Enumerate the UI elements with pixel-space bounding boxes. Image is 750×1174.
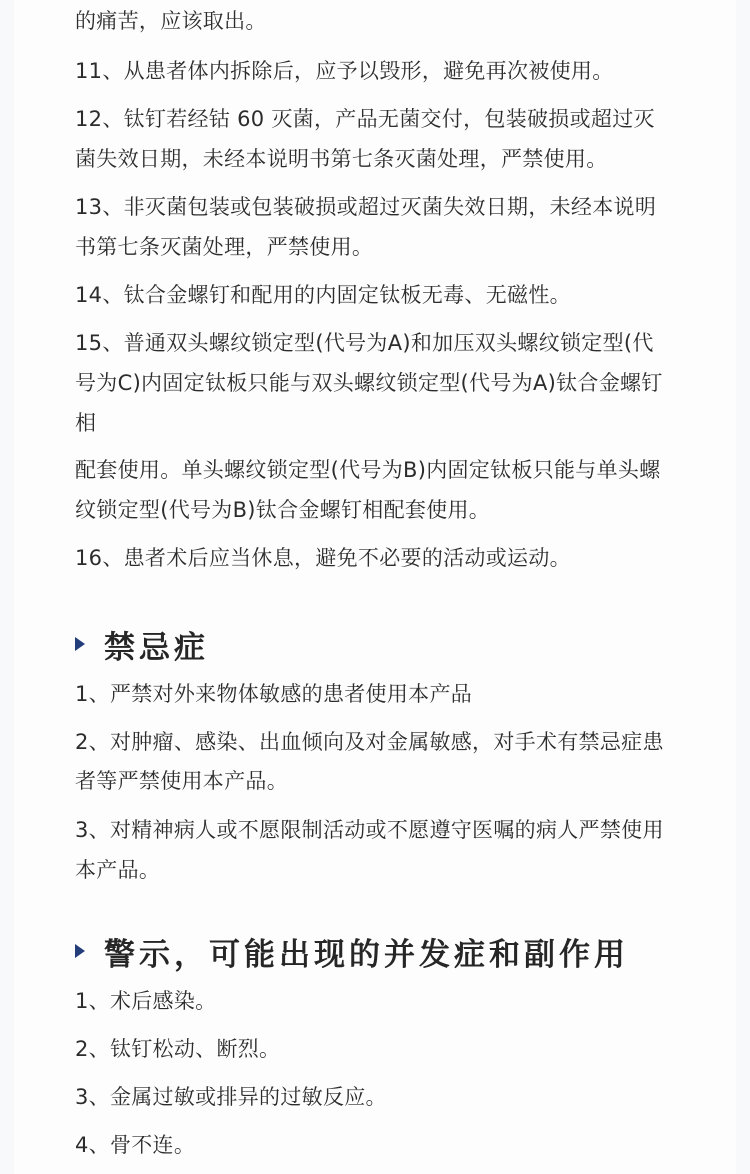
precaution-line: 13、非灭菌包装或包装破损或超过灭菌失效日期，未经本说明 <box>75 195 657 219</box>
contraindication-line: 者等严禁使用本产品。 <box>75 769 288 793</box>
precaution-line: 配套使用。单头螺纹锁定型(代号为B)内固定钛板只能与单头螺 <box>75 458 661 482</box>
precaution-line: 菌失效日期，未经本说明书第七条灭菌处理，严禁使用。 <box>75 147 608 171</box>
contraindication-line: 本产品。 <box>75 858 161 882</box>
section-title: 警示，可能出现的并发症和副作用 <box>104 936 629 973</box>
warning-line: 2、钛钉松动、断烈。 <box>75 1037 281 1061</box>
precaution-line: 12、钛钉若经钴 60 灭菌，产品无菌交付，包装破损或超过灭 <box>75 107 655 131</box>
triangle-bullet-icon <box>75 944 85 958</box>
warning-line: 1、术后感染。 <box>75 989 217 1013</box>
precaution-line: 相 <box>75 411 97 435</box>
precaution-line: 纹锁定型(代号为B)钛合金螺钉相配套使用。 <box>75 498 491 522</box>
contraindication-line: 3、对精神病人或不愿限制活动或不愿遵守医嘱的病人严禁使用 <box>75 818 664 842</box>
precaution-line: 14、钛合金螺钉和配用的内固定钛板无毒、无磁性。 <box>75 283 571 307</box>
document-card <box>14 0 736 1174</box>
precaution-line: 书第七条灭菌处理，严禁使用。 <box>75 235 374 259</box>
triangle-bullet-icon <box>75 637 85 651</box>
precaution-line: 的痛苦，应该取出。 <box>75 9 267 33</box>
precaution-line: 16、患者术后应当休息，避免不必要的活动或运动。 <box>75 546 571 570</box>
precaution-line: 11、从患者体内拆除后，应予以毁形，避免再次被使用。 <box>75 59 614 83</box>
warning-line: 4、骨不连。 <box>75 1133 196 1157</box>
warnings-heading <box>75 931 629 971</box>
section-title: 禁忌症 <box>104 629 209 666</box>
contraindication-line: 1、严禁对外来物体敏感的患者使用本产品 <box>75 682 473 706</box>
contraindication-line: 2、对肿瘤、感染、出血倾向及对金属敏感，对手术有禁忌症患 <box>75 730 664 754</box>
precaution-line: 号为C)内固定钛板只能与双头螺纹锁定型(代号为A)钛合金螺钉 <box>75 371 663 395</box>
contraindications-heading <box>75 624 209 664</box>
precaution-line: 15、普通双头螺纹锁定型(代号为A)和加压双头螺纹锁定型(代 <box>75 331 654 355</box>
warning-line: 3、金属过敏或排异的过敏反应。 <box>75 1085 387 1109</box>
